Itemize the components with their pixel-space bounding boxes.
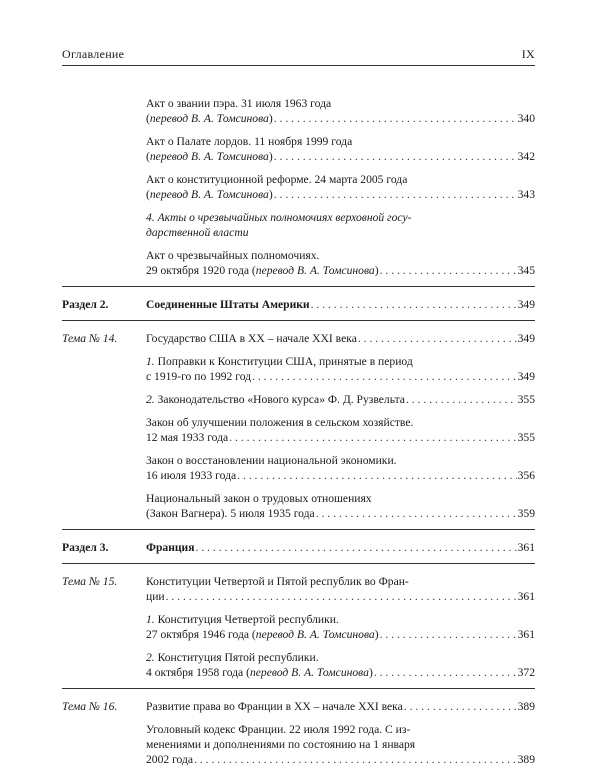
toc-page-number: 361 (517, 628, 535, 641)
text-segment: 2002 года (146, 753, 194, 766)
toc-entry-text (146, 454, 397, 467)
toc-entry-text (146, 627, 379, 642)
toc-entry-line (146, 263, 535, 278)
toc-entry-text (146, 416, 413, 429)
toc-page-number: 343 (517, 188, 535, 201)
toc-entry-text (146, 392, 405, 407)
toc-entry-label (62, 96, 144, 126)
text-segment: Акт о Палате лордов. 11 ноября 1999 года (146, 135, 353, 148)
section-divider (62, 320, 535, 321)
toc-page-number: 359 (517, 507, 535, 520)
toc-entry-line (146, 506, 535, 521)
toc-page-number: 342 (517, 150, 535, 163)
toc-entry-label: Тема № 14. (62, 332, 118, 345)
toc-entry-text (146, 723, 410, 736)
text-segment: с 1919-го по 1992 год (146, 370, 252, 383)
toc-entry (62, 415, 535, 445)
toc-entry (62, 453, 535, 483)
text-segment: Франция (146, 541, 195, 554)
text-segment: 4 октября 1958 года ( (146, 666, 250, 679)
toc-entry-line (146, 297, 535, 312)
toc-entry-label (62, 248, 144, 278)
text-segment: Конституции Четвертой и Пятой республик во Фран- (146, 575, 409, 588)
toc-entry-text (146, 211, 411, 224)
toc-entry-line (146, 134, 535, 149)
toc-entry-text (146, 369, 251, 384)
toc-entry-text (146, 249, 319, 262)
toc-entry-text (146, 665, 373, 680)
dot-leader (406, 392, 517, 407)
dot-leader (237, 468, 516, 483)
toc-entry (62, 354, 535, 384)
toc-entry (62, 699, 535, 714)
toc-entry-line (146, 96, 535, 111)
toc-entry-line (146, 111, 535, 126)
toc-entry (62, 172, 535, 202)
text-segment: ) (268, 150, 273, 163)
dot-leader (274, 187, 517, 202)
dot-leader (252, 369, 517, 384)
toc-entry (62, 331, 535, 346)
toc-entry-line (146, 665, 535, 680)
text-segment: перевод В. А. Томсинова (249, 666, 369, 679)
text-segment: ( (146, 150, 150, 163)
text-segment: Акт о звании пэра. 31 июля 1963 года (146, 97, 332, 110)
section-divider (62, 529, 535, 530)
text-segment: Акт о конституционной реформе. 24 марта 2005 года (146, 173, 408, 186)
text-segment: 16 июля 1933 года (146, 469, 237, 482)
toc-entry-label: Тема № 15. (62, 575, 118, 588)
text-segment: менениями и дополнениями по состоянию на 1 января (146, 738, 416, 751)
text-segment: перевод В. А. Томсинова (149, 150, 269, 163)
toc-entry-text (146, 506, 315, 521)
toc-entry-body (146, 172, 535, 202)
toc-entry-label (62, 453, 144, 483)
text-segment: Уголовный кодекс Франции. 22 июля 1992 года. С из- (146, 723, 411, 736)
toc-entry-body (146, 491, 535, 521)
dot-leader (311, 297, 517, 312)
dot-leader (194, 752, 517, 767)
toc-page-number: 340 (517, 112, 535, 125)
toc-page-number: 361 (517, 541, 535, 554)
toc-page-number: 356 (517, 469, 535, 482)
toc-entry-label (62, 612, 144, 642)
toc-entry-line (146, 540, 535, 555)
toc-entry-text (146, 135, 352, 148)
toc-page-number: 349 (517, 298, 535, 311)
toc-entry-body (146, 392, 535, 407)
toc-entry-text (146, 149, 273, 164)
toc-entry-label (62, 392, 144, 407)
toc-page-number: 361 (517, 590, 535, 603)
toc-entry (62, 574, 535, 604)
text-segment: Закон о восстановлении национальной экономики. (146, 454, 397, 467)
toc-entry (62, 392, 535, 407)
toc-entry-body (146, 415, 535, 445)
toc-entry-line (146, 354, 535, 369)
header-page-number: IX (521, 47, 535, 61)
toc-entry-text (146, 297, 310, 312)
text-segment: 4. Акты о чрезвычайных полномочиях верховной госу- (146, 211, 412, 224)
toc-entry-line (146, 699, 535, 714)
toc-entry-line (146, 722, 535, 737)
toc-entry-label: Тема № 16. (62, 700, 118, 713)
toc-entry-line (146, 468, 535, 483)
toc-entry-label (62, 172, 144, 202)
toc-entry (62, 96, 535, 126)
text-segment: перевод В. А. Томсинова (149, 112, 269, 125)
toc-page-number: 389 (517, 700, 535, 713)
toc-entry-line (146, 187, 535, 202)
toc-entry-text (146, 263, 379, 278)
toc-entry-body (146, 210, 535, 240)
header-title: Оглавление (62, 47, 125, 61)
text-segment: перевод В. А. Томсинова (255, 628, 375, 641)
toc-entry-text (146, 355, 413, 368)
toc-entry-body (146, 574, 535, 604)
toc-entry-body (146, 699, 535, 714)
text-segment: 12 мая 1933 года (146, 431, 229, 444)
dot-leader (274, 111, 517, 126)
header-rule (62, 65, 535, 66)
toc-entry-label (62, 134, 144, 164)
text-segment: 29 октября 1920 года ( (146, 264, 256, 277)
toc-entry (62, 650, 535, 680)
dot-leader (316, 506, 517, 521)
toc-entry-label (62, 210, 144, 240)
toc-entry-line (146, 574, 535, 589)
toc-entry-label: Раздел 3. (62, 541, 109, 554)
toc-entry-body (146, 297, 535, 312)
toc-entry-label: Раздел 2. (62, 298, 109, 311)
toc-entry-label (62, 415, 144, 445)
toc-entry-text (146, 430, 228, 445)
toc-entry-line (146, 248, 535, 263)
dot-leader (196, 540, 517, 555)
toc-entry-body (146, 331, 535, 346)
toc-entry-text (146, 468, 236, 483)
toc-page-number: 355 (517, 393, 535, 406)
toc-page-number: 389 (517, 753, 535, 766)
section-divider (62, 563, 535, 564)
toc-entry-body (146, 650, 535, 680)
toc-entry-body (146, 612, 535, 642)
dot-leader (404, 699, 517, 714)
toc-entry-body (146, 453, 535, 483)
text-segment: перевод В. А. Томсинова (149, 188, 269, 201)
toc-entry-text (146, 575, 409, 588)
text-segment: ( (146, 112, 150, 125)
dot-leader (380, 263, 517, 278)
text-segment: (Закон Вагнера). 5 июля 1935 года (146, 507, 315, 520)
toc-page-number: 349 (517, 332, 535, 345)
toc-entry-body (146, 134, 535, 164)
toc-entry-line (146, 453, 535, 468)
toc-entry-label (62, 650, 144, 680)
toc-entry-line (146, 430, 535, 445)
text-segment: Поправки к Конституции США, принятые в период (157, 355, 413, 368)
text-segment: 27 октября 1946 года ( (146, 628, 256, 641)
toc-page-number: 345 (517, 264, 535, 277)
toc-entry-text (146, 651, 319, 664)
dot-leader (166, 589, 517, 604)
text-segment: ) (268, 188, 273, 201)
toc-entry-body (146, 722, 535, 767)
toc-entry-line (146, 172, 535, 187)
toc-entry-line (146, 415, 535, 430)
toc-entry-line (146, 149, 535, 164)
text-segment: ) (368, 666, 373, 679)
toc-page-number: 355 (517, 431, 535, 444)
dot-leader (274, 149, 517, 164)
toc-entry-body (146, 96, 535, 126)
toc-entry-body (146, 354, 535, 384)
dot-leader (380, 627, 517, 642)
toc-entry-text (146, 699, 403, 714)
toc-entry-label (62, 722, 144, 767)
toc-entry (62, 540, 535, 555)
text-segment: 2. (146, 651, 158, 664)
text-segment: 1. (146, 613, 158, 626)
toc-entry-text (146, 492, 372, 505)
toc-entry-line (146, 752, 535, 767)
toc-entry-line (146, 225, 535, 240)
toc-entry-line (146, 627, 535, 642)
toc-entry (62, 491, 535, 521)
text-segment: дарственной власти (146, 226, 249, 239)
dot-leader (229, 430, 516, 445)
toc-entry-line (146, 210, 535, 225)
toc-entry (62, 134, 535, 164)
text-segment: ( (146, 188, 150, 201)
text-segment: Национальный закон о трудовых отношениях (146, 492, 372, 505)
toc-entry-label (62, 354, 144, 384)
toc-entry-text (146, 613, 339, 626)
text-segment: Государство США в XX – начале XXI века (146, 332, 357, 345)
toc-entry-line (146, 331, 535, 346)
text-segment: ) (268, 112, 273, 125)
text-segment: Развитие права во Франции в XX – начале XXI века (146, 700, 403, 713)
toc-entry-text (146, 738, 415, 751)
toc-entry (62, 722, 535, 767)
text-segment: 2. (146, 393, 158, 406)
text-segment: Соединенные Штаты Америки (146, 298, 310, 311)
text-segment: Конституция Четвертой республики. (157, 613, 339, 626)
section-divider (62, 286, 535, 287)
toc-entry-line (146, 612, 535, 627)
table-of-contents (62, 96, 535, 775)
toc-entry-line (146, 650, 535, 665)
toc-entry-line (146, 392, 535, 407)
toc-entry-text (146, 226, 249, 239)
toc-entry (62, 297, 535, 312)
toc-entry-text (146, 331, 357, 346)
toc-entry-text (146, 752, 193, 767)
text-segment: Закон об улучшении положения в сельском хозяйстве. (146, 416, 414, 429)
toc-entry-line (146, 589, 535, 604)
text-segment: ) (374, 264, 379, 277)
toc-entry-body (146, 540, 535, 555)
toc-entry-text (146, 173, 407, 186)
text-segment: Акт о чрезвычайных полномочиях. (146, 249, 320, 262)
toc-page-number: 349 (517, 370, 535, 383)
toc-entry-line (146, 369, 535, 384)
text-segment: ции (146, 590, 165, 603)
text-segment: ) (374, 628, 379, 641)
text-segment: перевод В. А. Томсинова (255, 264, 375, 277)
toc-entry-body (146, 248, 535, 278)
toc-entry (62, 210, 535, 240)
toc-entry-text (146, 589, 165, 604)
dot-leader (358, 331, 517, 346)
toc-entry-line (146, 491, 535, 506)
toc-entry (62, 612, 535, 642)
toc-page-number: 372 (517, 666, 535, 679)
toc-entry-text (146, 97, 331, 110)
toc-entry-text (146, 111, 273, 126)
toc-entry-text (146, 540, 195, 555)
text-segment: Законодательство «Нового курса» Ф. Д. Рузвельта (157, 393, 405, 406)
toc-entry-text (146, 187, 273, 202)
running-header (62, 47, 535, 62)
section-divider (62, 688, 535, 689)
text-segment: 1. (146, 355, 158, 368)
toc-entry-label (62, 491, 144, 521)
text-segment: Конституция Пятой республики. (157, 651, 319, 664)
toc-entry (62, 248, 535, 278)
dot-leader (374, 665, 517, 680)
